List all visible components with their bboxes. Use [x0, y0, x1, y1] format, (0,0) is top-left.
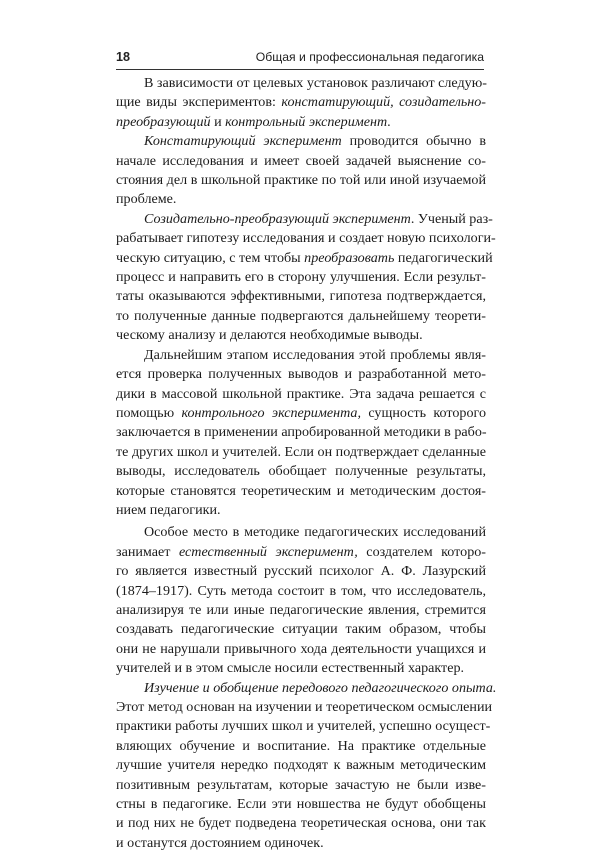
- text-segment: создателем которо-: [357, 543, 486, 560]
- text-segment: выводы, исследователь обобщает полученные результаты,: [116, 463, 486, 480]
- text-segment: сущность которого: [361, 404, 487, 421]
- text-line: [116, 93, 486, 112]
- text-line: [116, 795, 486, 814]
- text-segment: создавать педагогические ситуации таким образом, чтобы: [116, 621, 486, 638]
- text-segment: (1874–1917). Суть метода состоит в том, что исследователь,: [116, 582, 486, 599]
- text-line: [116, 737, 486, 756]
- text-segment: нием педагогики.: [116, 501, 221, 518]
- text-line: [116, 756, 486, 775]
- text-segment: анализируя те или иные педагогические явления, стремится: [116, 601, 486, 618]
- text-segment: ческую ситуацию, с тем чтобы: [116, 249, 305, 266]
- text-segment: заключается в применении апробированной методики в рабо-: [116, 424, 487, 441]
- text-segment: .: [387, 113, 391, 130]
- text-segment: дики в массовой школьной практике. Эта задача решается с: [116, 385, 486, 402]
- text-segment: В зависимости от целевых установок различают следую-: [144, 75, 487, 91]
- text-line: [116, 171, 486, 190]
- text-segment: лучшие учителя нередко подходят к важным методическим: [116, 757, 486, 774]
- text-line: [116, 210, 493, 229]
- text-line: [116, 287, 486, 306]
- text-line: [116, 523, 486, 542]
- text-line: [116, 113, 486, 132]
- text-segment: процесс и направить его в сторону улучшения. Если результ-: [116, 269, 486, 286]
- text-line: [116, 152, 486, 171]
- text-line: [116, 814, 486, 833]
- text-line: [116, 601, 486, 620]
- text-line: [116, 482, 486, 501]
- italic-term: Созидательно-преобразующий эксперимент: [144, 210, 411, 227]
- italic-term: Констатирующий эксперимент: [144, 133, 342, 150]
- text-line: [116, 501, 486, 520]
- text-segment: го является известный русский психолог А. Ф. Лазурский: [116, 563, 486, 580]
- text-segment: позитивным результатам, которые зачастую не были изве-: [116, 776, 486, 793]
- text-segment: и под них не будет подведена теоретическая основа, они так: [116, 815, 486, 832]
- text-line: [116, 679, 497, 698]
- text-line: [116, 620, 486, 639]
- italic-term: контрольный эксперимент: [225, 113, 388, 130]
- text-segment: начале исследования и имеет своей задачей выяснение со-: [116, 152, 486, 169]
- text-segment: рабатывает гипотезу исследования и создает новую психологи-: [116, 230, 496, 247]
- italic-term: Изучение и обобщение передового педагогического опыта.: [144, 679, 497, 696]
- text-line: [116, 462, 486, 481]
- page-number: 18: [116, 50, 131, 64]
- text-segment: помощью: [116, 404, 182, 421]
- text-line: [116, 698, 493, 717]
- text-segment: вляющих обучение и воспитание. На практике отдельные: [116, 737, 486, 754]
- text-line: [116, 562, 486, 581]
- text-segment: занимает: [116, 543, 179, 560]
- text-segment: учителей и в этом смысле носили естественный характер.: [116, 660, 465, 677]
- text-line: [116, 717, 491, 736]
- text-line: [116, 640, 486, 659]
- header-rule: [116, 69, 484, 70]
- text-line: [116, 776, 486, 795]
- running-title: Общая и профессиональная педагогика: [255, 50, 484, 64]
- text-segment: педагогический: [394, 249, 493, 266]
- italic-term: преобразовать: [304, 249, 395, 266]
- text-segment: стны в педагогике. Если эти новшества не будут обобщены: [116, 796, 486, 813]
- text-line: [116, 404, 486, 423]
- text-line: [116, 132, 486, 151]
- text-segment: и: [210, 113, 226, 130]
- text-line: [116, 229, 496, 248]
- text-segment: ческому анализу и делаются необходимые выводы.: [116, 327, 423, 344]
- body-text: [116, 74, 497, 853]
- italic-term: констатирующий, созидательно-: [281, 94, 486, 111]
- text-line: [116, 443, 486, 462]
- text-segment: практики работы лучших школ и учителей, успешно осущест-: [116, 718, 491, 735]
- italic-term: преобразующий: [116, 113, 211, 130]
- text-segment: Особое место в методике педагогических исследований: [144, 524, 486, 541]
- text-line: [116, 307, 486, 326]
- text-segment: которые становятся теоретическим и методическим достоя-: [116, 482, 486, 499]
- text-line: [116, 423, 486, 442]
- text-segment: то полученные данные подвергаются дальнейшему теорети-: [116, 307, 486, 324]
- italic-term: естественный эксперимент,: [178, 543, 358, 560]
- text-segment: Дальнейшим этапом исследования этой проблемы явля-: [144, 346, 486, 363]
- text-line: [116, 74, 486, 93]
- text-segment: проводится обычно в: [341, 133, 486, 150]
- text-segment: они не нарушали привычного хода деятельности учащихся и: [116, 640, 486, 657]
- text-line: [116, 190, 486, 209]
- text-segment: стояния дел в школьной практике по той или иной изучаемой: [116, 172, 486, 189]
- text-segment: ется проверка полученных выводов и разработанной мето-: [116, 366, 486, 383]
- text-segment: те других школ и учителей. Если он подтверждает сделанные: [116, 443, 486, 460]
- text-line: [116, 385, 486, 404]
- text-line: [116, 249, 493, 268]
- text-line: [116, 268, 486, 287]
- text-segment: таты оказываются эффективными, гипотеза подтверждается,: [116, 288, 486, 305]
- text-line: [116, 582, 486, 601]
- text-line: [116, 543, 486, 562]
- text-segment: . Ученый раз-: [410, 210, 493, 227]
- text-line: [116, 834, 486, 853]
- text-line: [116, 326, 486, 345]
- text-segment: и останутся достоянием одиночек.: [116, 834, 324, 851]
- text-line: [116, 659, 486, 678]
- text-segment: Этот метод основан на изучении и теоретическом осмыслении: [116, 699, 493, 715]
- text-line: [116, 365, 486, 384]
- text-line: [116, 346, 486, 365]
- italic-term: контрольного эксперимента,: [181, 404, 362, 421]
- text-segment: щие виды экспериментов:: [116, 94, 282, 111]
- text-segment: проблеме.: [116, 191, 177, 208]
